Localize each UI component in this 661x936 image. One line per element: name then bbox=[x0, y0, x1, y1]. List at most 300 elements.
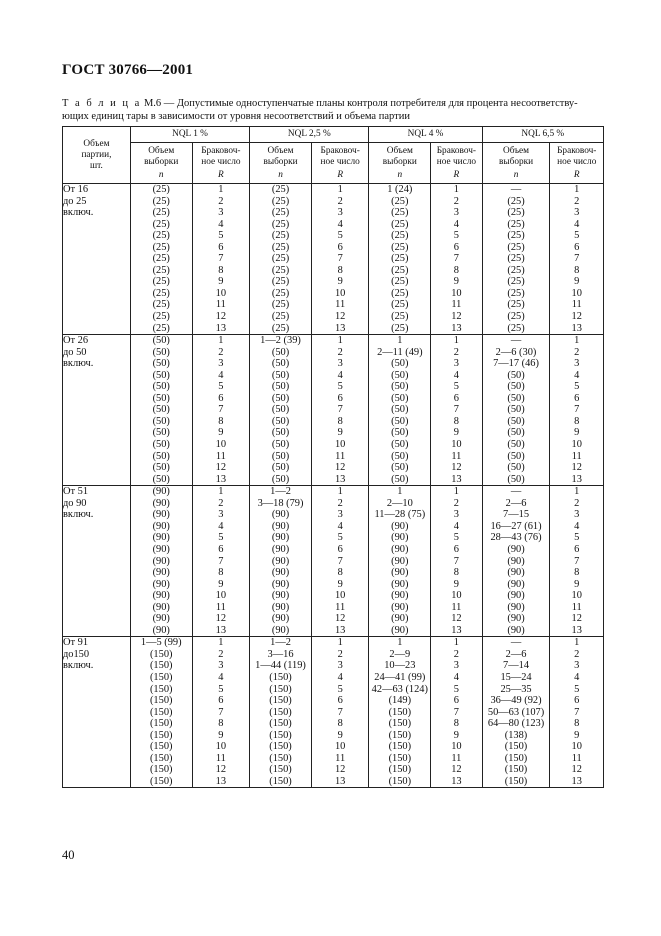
sample-size-value: (90) bbox=[271, 532, 290, 544]
nql-header: NQL 2,5 % bbox=[250, 127, 369, 143]
sample-size-value: (90) bbox=[391, 520, 409, 532]
header-line: Браковоч- bbox=[436, 145, 477, 156]
reject-number-value: 8 bbox=[574, 567, 580, 579]
reject-number-value: 12 bbox=[215, 311, 227, 323]
sample-size-value: (150) bbox=[269, 671, 292, 683]
sample-size-value: (150) bbox=[388, 752, 412, 764]
reject-number-value: 5 bbox=[337, 683, 343, 695]
reject-number-value: 11 bbox=[335, 601, 346, 613]
reject-number-value: 2 bbox=[337, 648, 343, 660]
sample-size-value: (50) bbox=[152, 462, 170, 474]
reject-number-cell bbox=[311, 637, 369, 788]
sample-size-value: (150) bbox=[269, 683, 292, 695]
sample-size-value: (90) bbox=[152, 590, 170, 602]
reject-number-value: 3 bbox=[574, 207, 580, 219]
sample-size-cell bbox=[250, 637, 312, 788]
reject-number-value: 5 bbox=[218, 683, 224, 695]
sample-size-value: (90) bbox=[391, 624, 409, 636]
sample-size-value: 1—44 (119) bbox=[255, 660, 306, 672]
sample-size-value: (90) bbox=[152, 613, 170, 625]
reject-number-cell bbox=[431, 184, 482, 335]
reject-number-value: 8 bbox=[337, 718, 343, 730]
sample-size-value: (90) bbox=[152, 486, 170, 498]
reject-number-value: 7 bbox=[337, 404, 343, 416]
reject-number-value: 6 bbox=[218, 695, 224, 707]
reject-number-value: 9 bbox=[218, 276, 224, 288]
reject-number-value: 2 bbox=[337, 497, 343, 509]
reject-number-value: 6 bbox=[218, 241, 224, 253]
sample-size-cell bbox=[130, 486, 192, 637]
reject-number-value: 10 bbox=[451, 287, 462, 299]
sample-size-value: 2—6 bbox=[505, 497, 527, 509]
sample-size-value: (50) bbox=[507, 381, 525, 393]
reject-number-cell bbox=[550, 184, 604, 335]
reject-number-value: 5 bbox=[574, 683, 580, 695]
reject-number-cell bbox=[192, 486, 250, 637]
reject-number-cell bbox=[311, 184, 369, 335]
sample-size-value: 2—9 bbox=[389, 648, 411, 660]
reject-number-value: 13 bbox=[215, 624, 227, 636]
reject-number-value: 9 bbox=[574, 427, 580, 439]
sample-size-value: (90) bbox=[391, 578, 409, 590]
reject-number-value: 6 bbox=[337, 695, 343, 707]
sample-size-value: (25) bbox=[507, 230, 525, 242]
sample-size-value: (25) bbox=[271, 218, 290, 230]
sample-size-value: (50) bbox=[152, 381, 170, 393]
reject-number-value: 9 bbox=[337, 427, 343, 439]
header-line: ное число bbox=[436, 156, 477, 167]
reject-number-value: 4 bbox=[453, 369, 459, 381]
header-symbol: n bbox=[397, 169, 403, 180]
reject-number-value: 1 bbox=[337, 184, 343, 195]
sample-size-value: (150) bbox=[269, 752, 292, 764]
reject-number-value: 12 bbox=[451, 462, 462, 474]
sample-size-header bbox=[250, 143, 312, 184]
sample-size-value: (90) bbox=[507, 567, 525, 579]
reject-number-value: 3 bbox=[574, 358, 580, 370]
sample-size-value: 3—16 bbox=[267, 648, 294, 660]
sample-size-value: (25) bbox=[152, 322, 170, 334]
reject-number-value: 8 bbox=[453, 264, 459, 276]
sample-size-value: 1—2 (39) bbox=[260, 335, 301, 347]
sample-size-value: (25) bbox=[271, 241, 290, 253]
reject-number-value: 1 bbox=[574, 335, 580, 347]
sample-size-value: (150) bbox=[269, 729, 292, 741]
reject-number-cell bbox=[550, 637, 604, 788]
reject-number-value: 10 bbox=[215, 741, 227, 753]
sample-size-value: 15—24 bbox=[500, 671, 532, 683]
sample-size-header bbox=[369, 143, 431, 184]
reject-number-value: 10 bbox=[451, 741, 462, 753]
sample-size-value: (25) bbox=[152, 184, 170, 195]
sample-size-value: (25) bbox=[507, 287, 525, 299]
sample-size-value: (90) bbox=[152, 601, 170, 613]
header-line: выборки bbox=[382, 156, 417, 167]
sample-size-header bbox=[130, 143, 192, 184]
document-header: ГОСТ 30766—2001 bbox=[62, 62, 194, 78]
reject-number-value: 1 bbox=[218, 486, 224, 498]
reject-number-value: 1 bbox=[337, 335, 343, 347]
subheader-row bbox=[63, 143, 604, 184]
reject-number-value: 11 bbox=[451, 299, 462, 311]
reject-number-value: 11 bbox=[451, 752, 462, 764]
reject-number-value: 1 bbox=[574, 637, 580, 649]
reject-number-value: 4 bbox=[218, 218, 224, 230]
sample-size-value: (50) bbox=[391, 462, 409, 474]
sample-size-value: (50) bbox=[152, 415, 170, 427]
sample-size-value: (90) bbox=[152, 555, 170, 567]
reject-number-value: 6 bbox=[574, 392, 580, 404]
reject-number-value: 7 bbox=[574, 706, 580, 718]
sample-size-value: (25) bbox=[507, 264, 525, 276]
sample-size-value: (25) bbox=[152, 195, 170, 207]
reject-number-value: 8 bbox=[574, 718, 580, 730]
reject-number-value: 11 bbox=[571, 299, 582, 311]
reject-number-value: 5 bbox=[337, 381, 343, 393]
sample-size-value: (50) bbox=[391, 381, 409, 393]
sample-size-value: 1 bbox=[397, 335, 403, 347]
reject-number-value: 9 bbox=[453, 276, 459, 288]
reject-number-value: 6 bbox=[337, 392, 343, 404]
reject-number-value: 9 bbox=[218, 427, 224, 439]
sample-size-value: 11—28 (75) bbox=[374, 509, 426, 521]
reject-number-value: 10 bbox=[571, 287, 582, 299]
reject-number-value: 13 bbox=[334, 775, 346, 787]
sample-size-value: (25) bbox=[271, 230, 290, 242]
sample-size-value: 24—41 (99) bbox=[374, 671, 426, 683]
sample-size-value: (50) bbox=[507, 450, 525, 462]
reject-number-value: 8 bbox=[218, 264, 224, 276]
sample-size-value: (90) bbox=[271, 555, 290, 567]
reject-number-value: 11 bbox=[571, 450, 582, 462]
header-line: Объем bbox=[503, 145, 530, 156]
reject-number-value: 12 bbox=[334, 613, 346, 625]
lot-size-line: От 91 bbox=[63, 637, 89, 649]
reject-number-value: 7 bbox=[453, 555, 459, 567]
reject-number-value: 12 bbox=[334, 764, 346, 776]
reject-number-value: 1 bbox=[337, 486, 343, 498]
reject-number-value: 4 bbox=[218, 369, 224, 381]
sample-size-value: (50) bbox=[391, 450, 409, 462]
sample-size-value: (25) bbox=[152, 287, 170, 299]
reject-number-value: 2 bbox=[453, 195, 459, 207]
reject-number-value: 6 bbox=[574, 241, 580, 253]
sample-size-value: 2—6 (30) bbox=[495, 346, 537, 358]
reject-number-value: 11 bbox=[215, 752, 226, 764]
reject-number-value: 7 bbox=[574, 555, 580, 567]
sample-size-value: (25) bbox=[152, 207, 170, 219]
lot-size-cell bbox=[63, 184, 131, 335]
reject-number-value: 6 bbox=[574, 543, 580, 555]
sample-size-value: (50) bbox=[152, 392, 170, 404]
reject-number-value: 1 bbox=[453, 335, 459, 347]
reject-number-value: 12 bbox=[215, 613, 227, 625]
reject-number-value: 9 bbox=[337, 276, 343, 288]
sample-size-value: (150) bbox=[149, 741, 173, 753]
reject-number-value: 3 bbox=[337, 207, 343, 219]
reject-number-value: 5 bbox=[453, 230, 459, 242]
reject-number-value: 10 bbox=[571, 741, 582, 753]
sample-size-value: (25) bbox=[152, 311, 170, 323]
reject-number-value: 4 bbox=[218, 520, 224, 532]
lot-header-line: шт. bbox=[90, 160, 103, 171]
sample-size-value: (50) bbox=[391, 439, 409, 451]
reject-number-value: 7 bbox=[574, 253, 580, 265]
reject-number-value: 10 bbox=[334, 590, 346, 602]
reject-number-cell bbox=[311, 335, 369, 486]
reject-number-value: 1 bbox=[218, 335, 224, 347]
reject-number-value: 9 bbox=[574, 578, 580, 590]
reject-number-value: 2 bbox=[218, 648, 224, 660]
reject-number-value: 8 bbox=[218, 415, 224, 427]
reject-number-value: 5 bbox=[574, 230, 580, 242]
sample-size-value: 2—6 bbox=[505, 648, 527, 660]
sample-size-value: (150) bbox=[149, 683, 173, 695]
header-line: выборки bbox=[263, 156, 298, 167]
lot-group-row bbox=[63, 486, 604, 637]
sample-size-cell bbox=[250, 486, 312, 637]
sample-size-value: (90) bbox=[391, 567, 409, 579]
reject-number-value: 11 bbox=[451, 601, 462, 613]
lot-size-line: От 51 bbox=[63, 486, 89, 498]
reject-number-value: 7 bbox=[218, 404, 224, 416]
sample-size-value: (90) bbox=[152, 567, 170, 579]
sample-size-value: (25) bbox=[391, 218, 409, 230]
sample-size-value: (150) bbox=[388, 729, 412, 741]
sample-size-value: (50) bbox=[271, 462, 290, 474]
reject-number-value: 7 bbox=[337, 253, 343, 265]
sample-size-value: (150) bbox=[149, 729, 173, 741]
reject-number-value: 5 bbox=[337, 230, 343, 242]
sample-size-value: (25) bbox=[152, 241, 170, 253]
sample-size-value: (25) bbox=[271, 253, 290, 265]
reject-number-value: 5 bbox=[453, 683, 459, 695]
lot-size-line: до 50 bbox=[63, 346, 87, 358]
sample-size-value: (150) bbox=[269, 706, 292, 718]
sample-size-value: (25) bbox=[391, 287, 409, 299]
header-symbol: n bbox=[513, 169, 519, 180]
header-symbol: R bbox=[218, 169, 224, 180]
header-symbol: R bbox=[337, 169, 344, 180]
sample-size-value: 36—49 (92) bbox=[490, 695, 542, 707]
lot-size-line: включ. bbox=[63, 660, 94, 672]
reject-number-value: 5 bbox=[453, 381, 459, 393]
sample-size-value: (150) bbox=[149, 695, 173, 707]
reject-number-value: 13 bbox=[215, 775, 227, 787]
sample-size-cell bbox=[250, 335, 312, 486]
reject-number-value: 4 bbox=[453, 671, 459, 683]
sample-size-value: 28—43 (76) bbox=[490, 532, 542, 544]
reject-number-value: 1 bbox=[453, 184, 459, 195]
lot-size-line: до 25 bbox=[63, 195, 87, 207]
sample-size-value: (50) bbox=[507, 462, 525, 474]
sample-size-value: (25) bbox=[391, 264, 409, 276]
sample-size-value: (90) bbox=[271, 509, 290, 521]
sample-size-value: (50) bbox=[152, 404, 170, 416]
reject-number-value: 11 bbox=[571, 752, 582, 764]
sample-size-value: (90) bbox=[271, 520, 290, 532]
sample-size-value: (50) bbox=[507, 439, 525, 451]
reject-number-value: 7 bbox=[218, 555, 224, 567]
lot-size-line: до 90 bbox=[63, 497, 87, 509]
sample-size-value: (50) bbox=[152, 369, 170, 381]
reject-number-value: 3 bbox=[337, 358, 343, 370]
sample-size-value: (150) bbox=[504, 752, 528, 764]
lot-group-row bbox=[63, 637, 604, 788]
reject-number-value: 8 bbox=[337, 264, 343, 276]
sample-size-value: (150) bbox=[149, 718, 173, 730]
reject-number-value: 9 bbox=[218, 729, 224, 741]
sample-size-value: (25) bbox=[271, 287, 290, 299]
reject-number-value: 1 bbox=[453, 637, 459, 649]
sample-size-value: (90) bbox=[507, 543, 525, 555]
reject-number-value: 12 bbox=[571, 764, 582, 776]
sample-size-cell bbox=[130, 184, 192, 335]
reject-number-value: 4 bbox=[574, 520, 580, 532]
sample-size-value: (90) bbox=[391, 543, 409, 555]
reject-number-value: 12 bbox=[451, 613, 462, 625]
reject-number-value: 11 bbox=[215, 601, 226, 613]
sample-size-value: (25) bbox=[271, 276, 290, 288]
sample-size-value: (90) bbox=[271, 567, 290, 579]
sample-size-value: (50) bbox=[391, 369, 409, 381]
sample-size-value: (50) bbox=[391, 392, 409, 404]
reject-number-value: 1 bbox=[218, 184, 224, 195]
reject-number-value: 1 bbox=[574, 184, 580, 195]
reject-number-value: 3 bbox=[337, 660, 343, 672]
header-line: Браковоч- bbox=[201, 145, 241, 156]
reject-number-value: 3 bbox=[453, 509, 459, 521]
reject-number-value: 2 bbox=[218, 195, 224, 207]
reject-number-value: 8 bbox=[574, 264, 580, 276]
sample-size-value: (25) bbox=[507, 207, 525, 219]
sample-size-value: (90) bbox=[507, 555, 525, 567]
sample-size-value: (50) bbox=[271, 392, 290, 404]
reject-number-value: 13 bbox=[215, 473, 227, 485]
sample-size-value: (25) bbox=[507, 253, 525, 265]
sample-size-value: (25) bbox=[271, 322, 290, 334]
sample-size-value: (90) bbox=[271, 590, 290, 602]
sample-size-value: (25) bbox=[507, 276, 525, 288]
sample-size-value: (90) bbox=[507, 613, 525, 625]
reject-number-value: 7 bbox=[453, 706, 459, 718]
sample-size-value: (50) bbox=[271, 346, 290, 358]
reject-number-value: 9 bbox=[574, 276, 580, 288]
reject-number-value: 4 bbox=[218, 671, 224, 683]
reject-number-value: 11 bbox=[215, 450, 226, 462]
reject-number-value: 12 bbox=[571, 462, 582, 474]
lot-size-cell bbox=[63, 335, 131, 486]
reject-number-value: 4 bbox=[453, 520, 459, 532]
reject-number-value: 11 bbox=[335, 752, 346, 764]
sample-size-value: (90) bbox=[152, 624, 170, 636]
sample-size-value: 1 (24) bbox=[387, 184, 413, 195]
reject-number-value: 2 bbox=[453, 346, 459, 358]
sample-size-value: (90) bbox=[391, 601, 409, 613]
sample-size-value: (150) bbox=[149, 764, 173, 776]
sample-size-value: 25—35 bbox=[500, 683, 532, 695]
reject-number-value: 9 bbox=[453, 578, 459, 590]
sample-size-value: (50) bbox=[391, 404, 409, 416]
reject-number-value: 13 bbox=[451, 624, 462, 636]
sample-size-value: (25) bbox=[391, 311, 409, 323]
reject-number-value: 6 bbox=[453, 695, 459, 707]
reject-number-cell bbox=[431, 486, 482, 637]
lot-size-line: От 26 bbox=[63, 335, 89, 347]
page-number: 40 bbox=[62, 848, 75, 862]
reject-number-value: 6 bbox=[218, 392, 224, 404]
sample-size-value: 1 bbox=[397, 637, 403, 649]
reject-number-value: 12 bbox=[571, 613, 582, 625]
sample-size-value: (50) bbox=[391, 427, 409, 439]
reject-number-value: 13 bbox=[334, 322, 346, 334]
sample-size-value: (90) bbox=[391, 555, 409, 567]
sample-size-cell bbox=[482, 637, 550, 788]
sample-size-value: (150) bbox=[149, 660, 173, 672]
reject-number-value: 2 bbox=[453, 648, 459, 660]
reject-number-value: 2 bbox=[574, 648, 580, 660]
header-symbol: n bbox=[278, 169, 283, 180]
reject-number-value: 6 bbox=[337, 543, 343, 555]
reject-number-value: 13 bbox=[451, 473, 462, 485]
reject-number-value: 6 bbox=[453, 543, 459, 555]
reject-number-cell bbox=[192, 637, 250, 788]
lot-header-line: Объем bbox=[83, 138, 110, 149]
sample-size-value: (25) bbox=[152, 276, 170, 288]
header-symbol: R bbox=[573, 169, 580, 180]
sample-size-value: (25) bbox=[391, 207, 409, 219]
reject-number-value: 10 bbox=[215, 590, 227, 602]
lot-size-line: до150 bbox=[63, 648, 90, 660]
sample-size-value: 7—14 bbox=[503, 660, 530, 672]
sample-size-value: (25) bbox=[271, 184, 290, 195]
header-line: выборки bbox=[144, 156, 179, 167]
sample-size-cell bbox=[130, 637, 192, 788]
reject-number-value: 13 bbox=[451, 775, 462, 787]
sample-size-value: (150) bbox=[269, 764, 292, 776]
reject-number-value: 2 bbox=[574, 346, 580, 358]
reject-number-value: 9 bbox=[337, 578, 343, 590]
reject-number-value: 5 bbox=[574, 532, 580, 544]
sample-size-value: (90) bbox=[271, 543, 290, 555]
sample-size-value: 10—23 bbox=[384, 660, 416, 672]
sample-size-value: (50) bbox=[391, 358, 409, 370]
sample-size-value: (150) bbox=[269, 695, 292, 707]
reject-number-value: 3 bbox=[337, 509, 343, 521]
sample-size-cell bbox=[369, 637, 431, 788]
reject-number-value: 5 bbox=[574, 381, 580, 393]
sample-size-value: (25) bbox=[271, 195, 290, 207]
header-line: ное число bbox=[557, 156, 597, 167]
sample-size-value: 3—18 (79) bbox=[257, 497, 304, 509]
sample-size-value: 1—5 (99) bbox=[140, 637, 182, 649]
sample-size-value: (150) bbox=[149, 671, 173, 683]
sample-size-value: (25) bbox=[271, 299, 290, 311]
reject-number-value: 5 bbox=[453, 532, 459, 544]
sample-size-value: (90) bbox=[507, 590, 525, 602]
reject-number-value: 13 bbox=[451, 322, 462, 334]
reject-number-value: 10 bbox=[571, 439, 582, 451]
reject-number-value: 8 bbox=[337, 567, 343, 579]
reject-number-value: 12 bbox=[215, 462, 227, 474]
reject-number-value: 7 bbox=[453, 253, 459, 265]
reject-number-value: 4 bbox=[453, 218, 459, 230]
header-line: Объем bbox=[386, 145, 413, 156]
sample-size-value: (25) bbox=[152, 253, 170, 265]
reject-number-value: 5 bbox=[218, 230, 224, 242]
reject-number-value: 9 bbox=[218, 578, 224, 590]
sample-size-value: (25) bbox=[391, 322, 409, 334]
